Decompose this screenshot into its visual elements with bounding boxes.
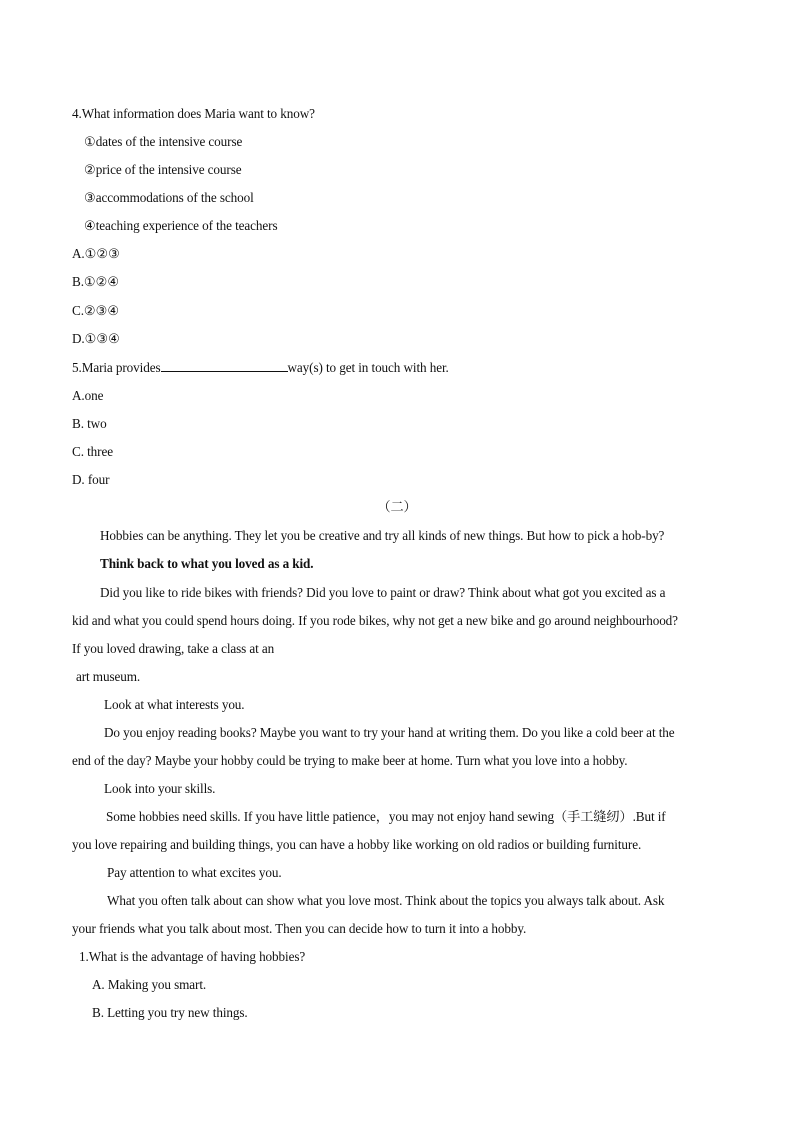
q4-item-1: ①dates of the intensive course	[84, 134, 243, 149]
q5-option-b: B. two	[72, 416, 107, 431]
q4-option-a: A.①②③	[72, 246, 120, 261]
passage-heading-2: Look at what interests you.	[104, 697, 245, 712]
passage-paragraph-4-line-1: Some hobbies need skills. If you have little patience，you may not enjoy hand sewing（手工缝纫）.But if	[106, 809, 666, 824]
q5-suffix: way(s) to get in touch with her.	[287, 360, 449, 375]
q4-option-c: C.②③④	[72, 303, 120, 318]
q4-option-b: B.①②④	[72, 274, 120, 289]
q4-item-2: ②price of the intensive course	[84, 162, 242, 177]
q1-option-b: B. Letting you try new things.	[92, 1005, 248, 1020]
q4-item-4: ④teaching experience of the teachers	[84, 218, 278, 233]
passage-paragraph-5-line-1: What you often talk about can show what you love most. Think about the topics you always talk about. Ask	[107, 893, 665, 908]
passage-paragraph-3-line-2: end of the day? Maybe your hobby could be trying to make beer at home. Turn what you love into a hobby.	[72, 753, 628, 768]
passage-paragraph-2-line-3: If you loved drawing, take a class at an	[72, 641, 275, 656]
question-4-text: 4.What information does Maria want to know?	[72, 106, 315, 121]
passage-paragraph-5-line-2: your friends what you talk about most. Then you can decide how to turn it into a hobby.	[72, 921, 527, 936]
passage-paragraph-2-line-2: kid and what you could spend hours doing. If you rode bikes, why not get a new bike and go around neighbourhood?	[72, 613, 678, 628]
q5-option-a: A.one	[72, 388, 104, 403]
passage-heading-3: Look into your skills.	[104, 781, 216, 796]
passage-paragraph-1: Hobbies can be anything. They let you be creative and try all kinds of new things. But how to pick a hob-by?	[100, 528, 665, 543]
q4-item-3: ③accommodations of the school	[84, 190, 254, 205]
q4-option-d: D.①③④	[72, 331, 120, 346]
q5-option-d: D. four	[72, 472, 110, 487]
passage-heading-1: Think back to what you loved as a kid.	[100, 556, 314, 571]
q5-option-c: C. three	[72, 444, 113, 459]
question-1-text: 1.What is the advantage of having hobbies?	[79, 949, 306, 964]
passage-paragraph-3-line-1: Do you enjoy reading books? Maybe you want to try your hand at writing them. Do you like a cold beer at the	[104, 725, 675, 740]
passage-paragraph-2-line-4: art museum.	[76, 669, 141, 684]
passage-heading-4: Pay attention to what excites you.	[107, 865, 282, 880]
answer-blank	[161, 360, 288, 372]
passage-paragraph-2-line-1: Did you like to ride bikes with friends? Did you love to paint or draw? Think about what got you excited as a	[100, 585, 666, 600]
passage-paragraph-4-line-2: you love repairing and building things, you can have a hobby like working on old radios or building furniture.	[72, 837, 642, 852]
q1-option-a: A. Making you smart.	[92, 977, 207, 992]
section-title: （二）	[377, 499, 417, 514]
q5-prefix: 5.Maria provides	[72, 360, 161, 375]
question-5-text	[72, 360, 449, 376]
